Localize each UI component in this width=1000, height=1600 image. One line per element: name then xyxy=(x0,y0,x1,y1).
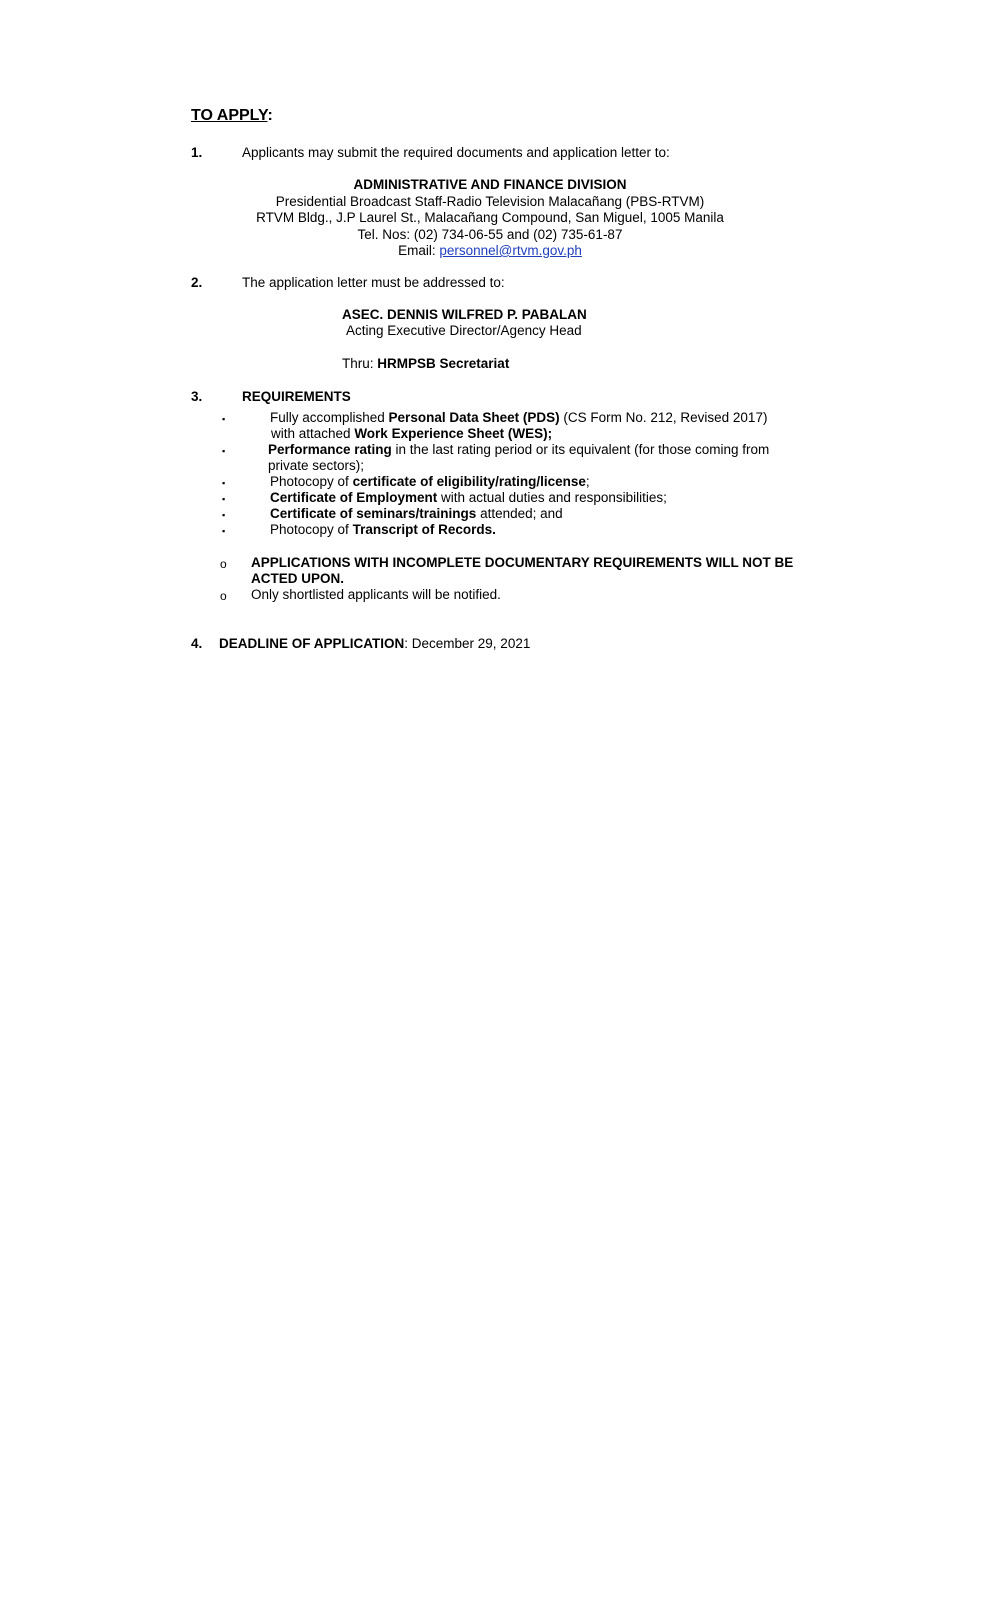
addressee-position: Acting Executive Director/Agency Head xyxy=(346,323,582,338)
bullet-icon: ▪ xyxy=(222,494,226,504)
item-4-number: 4. xyxy=(191,636,203,651)
requirement-text: attended; and xyxy=(476,506,563,521)
requirement-bold: Performance rating xyxy=(268,442,392,457)
circle-bullet-icon: o xyxy=(220,589,227,603)
office-email-link[interactable]: personnel@rtvm.gov.ph xyxy=(439,243,582,258)
thru-value: HRMPSB Secretariat xyxy=(377,356,510,371)
item-1-number: 1. xyxy=(191,145,203,160)
deadline-date: December 29, 2021 xyxy=(411,636,531,651)
section-title xyxy=(191,108,273,125)
bullet-icon: ▪ xyxy=(222,446,226,456)
bullet-icon: ▪ xyxy=(222,526,226,536)
deadline-label: DEADLINE OF APPLICATION xyxy=(219,636,405,651)
addressee-thru xyxy=(342,356,509,373)
requirement-seminars xyxy=(270,506,563,523)
note-shortlisted: Only shortlisted applicants will be notified. xyxy=(251,587,501,602)
bullet-icon: ▪ xyxy=(222,510,226,520)
requirement-eligibility xyxy=(270,474,590,491)
requirement-text: with actual duties and responsibilities; xyxy=(437,490,667,505)
office-division: ADMINISTRATIVE AND FINANCE DIVISION xyxy=(353,177,627,192)
requirement-text: Photocopy of xyxy=(270,522,353,537)
requirement-employment xyxy=(270,490,667,507)
requirement-transcript xyxy=(270,522,496,539)
bullet-icon: ▪ xyxy=(222,478,226,488)
requirement-bold: Certificate of seminars/trainings xyxy=(270,506,477,521)
requirement-performance xyxy=(268,442,769,459)
office-email-line xyxy=(180,243,800,260)
note-incomplete-warning: APPLICATIONS WITH INCOMPLETE DOCUMENTARY REQUIREMENTS WILL NOT BE xyxy=(251,555,794,570)
thru-label: Thru: xyxy=(342,356,378,371)
requirement-text: ; xyxy=(585,474,590,489)
bullet-icon: ▪ xyxy=(222,414,226,424)
office-address-block xyxy=(180,177,800,260)
requirement-text: (CS Form No. 212, Revised 2017) xyxy=(559,410,768,425)
requirement-performance-cont: private sectors); xyxy=(268,458,365,473)
circle-bullet-icon: o xyxy=(220,557,227,571)
item-2-text: The application letter must be addressed to: xyxy=(242,275,505,290)
requirement-bold: Transcript of Records. xyxy=(352,522,496,537)
section-title-text: TO APPLY xyxy=(191,107,268,124)
requirement-pds xyxy=(270,410,767,427)
requirement-text: Fully accomplished xyxy=(270,410,389,425)
requirement-text: in the last rating period or its equivalent (for those coming from xyxy=(391,442,770,457)
requirement-bold: Certificate of Employment xyxy=(270,490,438,505)
office-email-label: Email: xyxy=(398,243,440,258)
note-incomplete-warning-cont: ACTED UPON. xyxy=(251,571,345,586)
item-2-number: 2. xyxy=(191,275,203,290)
office-agency: Presidential Broadcast Staff-Radio Television Malacañang (PBS-RTVM) xyxy=(275,193,705,209)
deadline-line xyxy=(219,636,530,653)
item-3-number: 3. xyxy=(191,389,203,404)
requirements-heading: REQUIREMENTS xyxy=(242,389,351,404)
addressee-name: ASEC. DENNIS WILFRED P. PABALAN xyxy=(342,307,587,322)
requirement-text: with attached xyxy=(271,426,355,441)
office-tel: Tel. Nos: (02) 734-06-55 and (02) 735-61-87 xyxy=(357,226,623,242)
deadline-colon: : xyxy=(404,636,412,651)
requirement-text: Photocopy of xyxy=(270,474,353,489)
requirement-bold: Work Experience Sheet (WES); xyxy=(354,426,553,441)
requirement-wes xyxy=(271,426,552,443)
item-1-text: Applicants may submit the required documents and application letter to: xyxy=(242,145,670,160)
office-address: RTVM Bldg., J.P Laurel St., Malacañang Compound, San Miguel, 1005 Manila xyxy=(256,210,724,225)
requirement-bold: Personal Data Sheet (PDS) xyxy=(388,410,560,425)
requirement-bold: certificate of eligibility/rating/license xyxy=(352,474,586,489)
section-title-colon: : xyxy=(267,107,273,124)
